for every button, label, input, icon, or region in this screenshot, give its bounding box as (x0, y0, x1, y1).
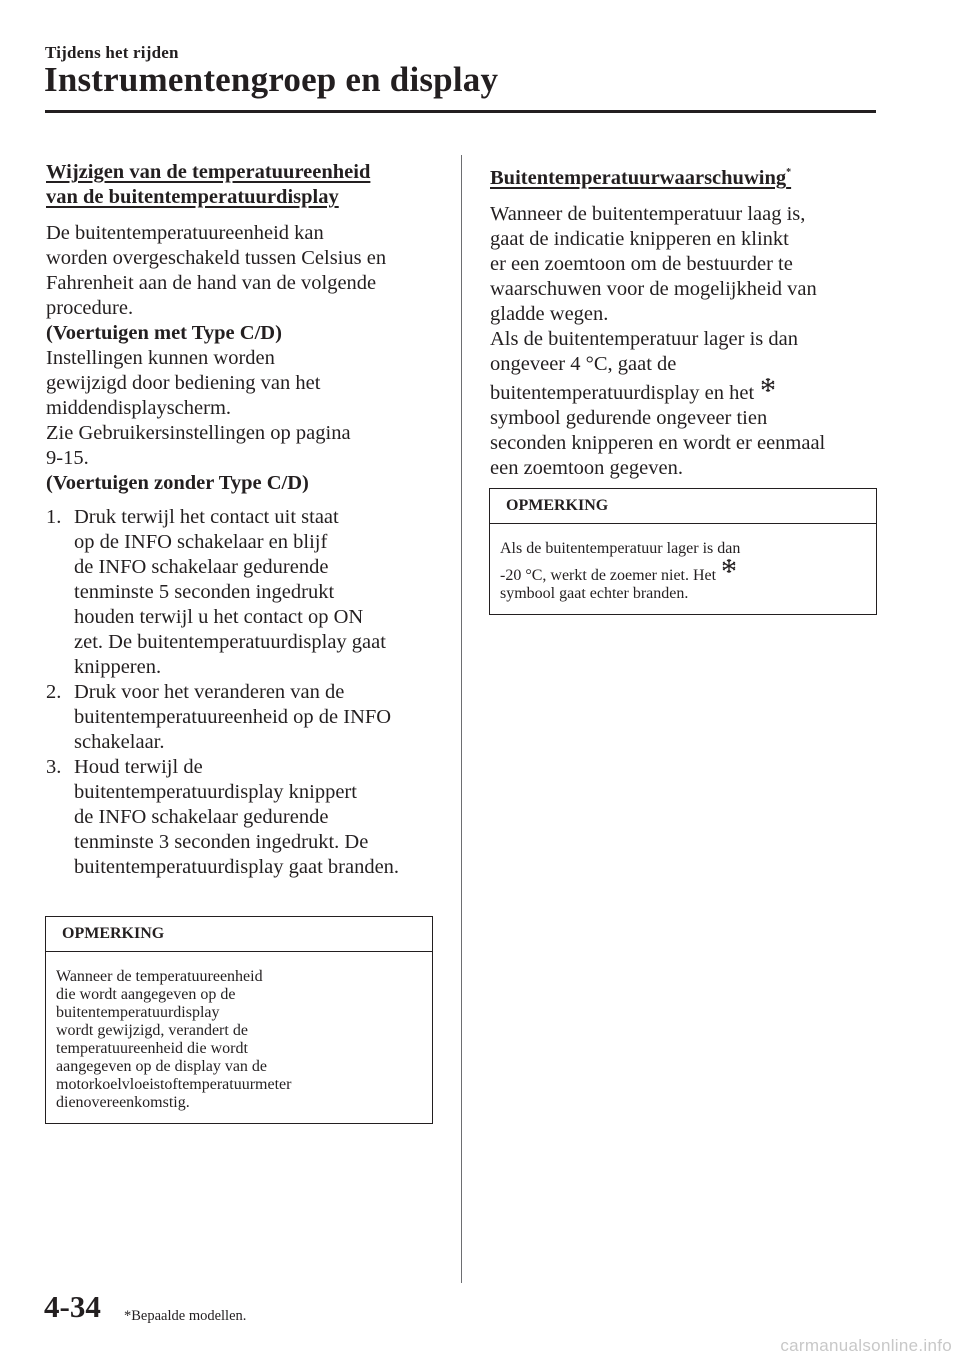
right-heading (490, 160, 880, 191)
note-line: symbool gaat echter branden. (500, 585, 689, 602)
step-line: tenminste 3 seconden ingedrukt. De (74, 831, 369, 853)
step-line: zet. De buitentemperatuurdisplay gaat (74, 631, 386, 653)
title-rule (45, 110, 876, 113)
text-line: Wanneer de buitentemperatuur laag is, (490, 203, 806, 225)
step-item (46, 505, 441, 680)
note-line: die wordt aangegeven op de (56, 986, 236, 1003)
note-body (46, 952, 432, 1123)
step-number: 3. (46, 756, 62, 778)
text-line: seconden knipperen en wordt er eenmaal (490, 432, 826, 454)
left-heading-line: Wijzigen van de temperatuureenheid (46, 161, 371, 183)
text-line: procedure. (46, 297, 134, 319)
text-line: gladde wegen. (490, 303, 609, 325)
step-line: buitentemperatuurdisplay gaat branden. (74, 856, 400, 878)
step-line: op de INFO schakelaar en blijf (74, 531, 328, 553)
column-divider (461, 155, 462, 1283)
snowflake-icon (760, 377, 776, 393)
text-line: ongeveer 4 °C, gaat de (490, 353, 677, 375)
step-number: 1. (46, 506, 62, 528)
text-line: worden overgeschakeld tussen Celsius en (46, 247, 387, 269)
text-line: De buitentemperatuureenheid kan (46, 222, 324, 244)
step-line: schakelaar. (74, 731, 165, 753)
text-line: gaat de indicatie knipperen en klinkt (490, 228, 789, 250)
text-line: er een zoemtoon om de bestuurder te (490, 253, 793, 275)
step-line: tenminste 5 seconden ingedrukt (74, 581, 335, 603)
step-line: buitentemperatuurdisplay knippert (74, 781, 357, 803)
note-line: temperatuureenheid die wordt (56, 1040, 248, 1057)
left-column (46, 160, 441, 880)
step-line: buitentemperatuureenheid op de INFO (74, 706, 392, 728)
note-line: dienovereenkomstig. (56, 1094, 190, 1111)
note-line: wordt gewijzigd, verandert de (56, 1022, 248, 1039)
note-box-left (45, 916, 433, 1124)
note-label: OPMERKING (46, 917, 432, 952)
footnote: *Bepaalde modellen. (124, 1308, 247, 1324)
text-line: symbool gedurende ongeveer tien (490, 407, 768, 429)
text-line: Fahrenheit aan de hand van de volgende (46, 272, 377, 294)
step-line: Druk terwijl het contact uit staat (74, 506, 339, 528)
page-number: 4-34 (44, 1289, 101, 1324)
text-line: Als de buitentemperatuur lager is dan (490, 328, 798, 350)
right-column (490, 160, 880, 481)
text-line: gewijzigd door bediening van het (46, 372, 321, 394)
step-item (46, 680, 441, 755)
left-heading-line: van de buitentemperatuurdisplay (46, 186, 339, 208)
note-line: motorkoelvloeistoftemperatuurmeter (56, 1076, 292, 1093)
watermark: carmanualsonline.info (780, 1336, 952, 1355)
section-label: Tijdens het rijden (45, 43, 179, 62)
note-box-right (489, 488, 877, 615)
note-line: aangegeven op de display van de (56, 1058, 268, 1075)
intro-paragraph (46, 221, 441, 321)
note-line: buitentemperatuurdisplay (56, 1004, 220, 1021)
left-heading (46, 160, 441, 210)
with-cd-heading: (Voertuigen met Type C/D) (46, 322, 282, 344)
text-line: waarschuwen voor de mogelijkheid van (490, 278, 817, 300)
note-line: -20 °C, werkt de zoemer niet. Het (500, 567, 717, 584)
note-body (490, 524, 876, 614)
step-line: houden terwijl u het contact op ON (74, 606, 364, 628)
warning-paragraph-1 (490, 202, 880, 327)
step-line: de INFO schakelaar gedurende (74, 806, 329, 828)
text-line: buitentemperatuurdisplay en het (490, 382, 760, 404)
text-line: Instellingen kunnen worden (46, 347, 275, 369)
step-line: de INFO schakelaar gedurende (74, 556, 329, 578)
text-line: middendisplayscherm. (46, 397, 232, 419)
page-title: Instrumentengroep en display (44, 60, 499, 99)
text-line: een zoemtoon gegeven. (490, 457, 683, 479)
right-heading-text: Buitentemperatuurwaarschuwing (490, 167, 787, 189)
text-line: Zie Gebruikersinstellingen op pagina (46, 422, 351, 444)
note-label: OPMERKING (490, 489, 876, 524)
footnote-marker: * (786, 167, 792, 178)
step-item (46, 755, 441, 880)
with-cd-paragraph (46, 346, 441, 471)
step-number: 2. (46, 681, 62, 703)
step-line: Houd terwijl de (74, 756, 203, 778)
note-line: Wanneer de temperatuureenheid (56, 968, 263, 985)
warning-paragraph-2 (490, 327, 880, 481)
snowflake-icon (721, 558, 737, 574)
step-line: knipperen. (74, 656, 162, 678)
steps-list (46, 505, 441, 880)
text-line: 9-15. (46, 447, 89, 469)
step-line: Druk voor het veranderen van de (74, 681, 345, 703)
without-cd-heading: (Voertuigen zonder Type C/D) (46, 472, 309, 494)
note-line: Als de buitentemperatuur lager is dan (500, 540, 741, 557)
